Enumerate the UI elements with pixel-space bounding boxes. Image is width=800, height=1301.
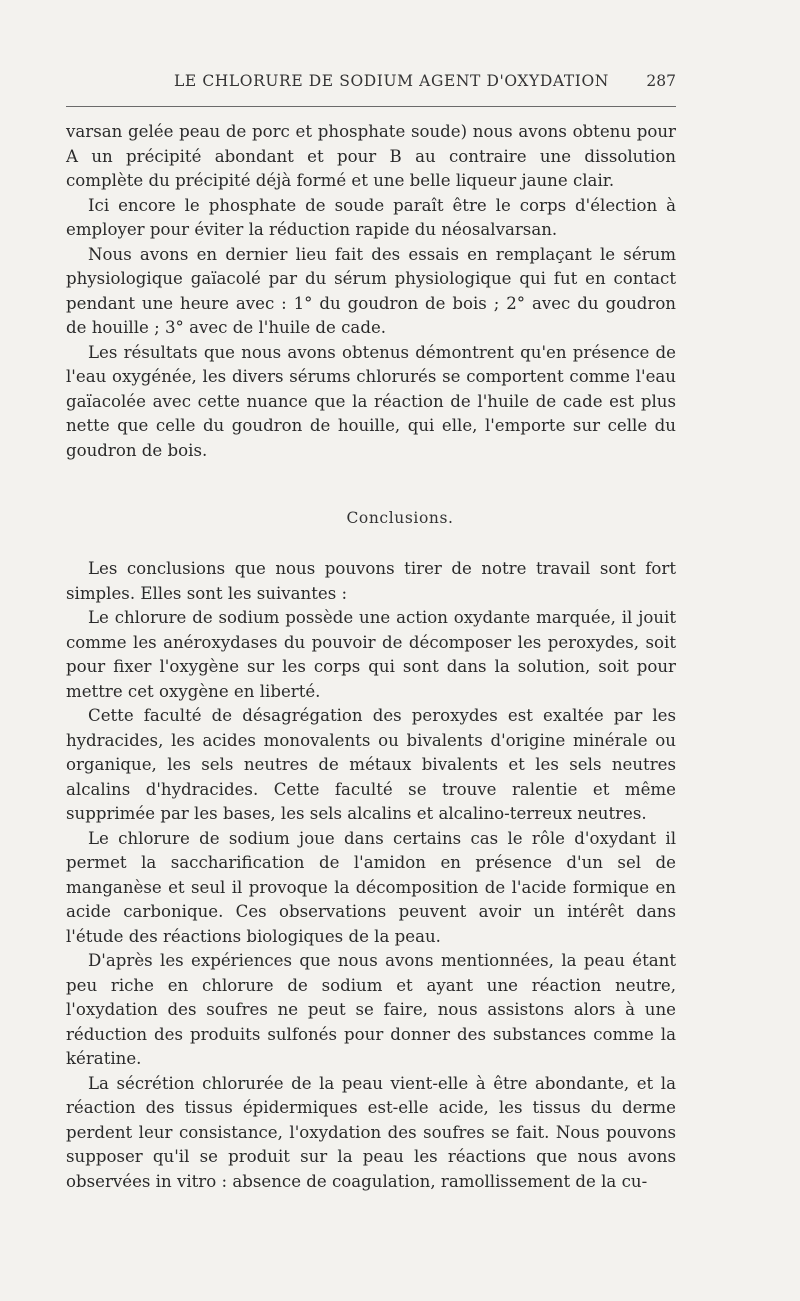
paragraph: Le chlorure de sodium possède une action oxydante marquée, il jouit comme les anéroxydases du pouvoir de décomposer les peroxydes, soit pour fixer l'oxygène sur les corps qui sont dans la solution, soit pour mettre cet oxygène en liberté. [66, 608, 676, 701]
body-text-conclusions [66, 557, 676, 1194]
paragraph: La sécrétion chlorurée de la peau vient-elle à être abondante, et la réaction des tissus épidermiques est-elle acide, les tissus du derme perdent leur consistance, l'oxydation des soufres se fait. Nous pouvons supposer qu'il se produit sur la peau les réactions que nous avons observées in vitro : absence de coagulation, ramollissement de la cu- [66, 1073, 676, 1191]
paragraph: Les conclusions que nous pouvons tirer de notre travail sont fort simples. Elles sont les suivantes : [66, 559, 676, 603]
running-title: LE CHLORURE DE SODIUM AGENT D'OXYDATION [174, 72, 609, 90]
body-text-top [66, 120, 676, 463]
paragraph: Nous avons en dernier lieu fait des essais en remplaçant le sérum physiologique gaïacolé par du sérum physiologique qui fut en contact pendant une heure avec : 1° du goudron de bois ; 2° avec du goudron de houille ; 3° avec de l'huile de cade. [66, 244, 676, 337]
page-header [66, 72, 676, 98]
paragraph: D'après les expériences que nous avons mentionnées, la peau étant peu riche en chlorure de sodium et ayant une réaction neutre, l'oxydation des soufres ne peut se faire, nous assistons alors à une réduction des produits sulfonés pour donner des substances comme la kératine. [66, 951, 676, 1068]
header-rule [66, 106, 676, 107]
paragraph: Ici encore le phosphate de soude paraît être le corps d'élection à employer pour éviter la réduction rapide du néosalvarsan. [66, 195, 676, 239]
page-number: 287 [646, 72, 676, 90]
paragraph: Cette faculté de désagrégation des peroxydes est exaltée par les hydracides, les acides monovalents ou bivalents d'origine minérale ou organique, les sels neutres de métaux bivalents et les sels neutres alcalins d'hydracides. Cette faculté se trouve ralentie et même supprimée par les bases, les sels alcalins et alcalino-terreux neutres. [66, 706, 676, 823]
paragraph: Les résultats que nous avons obtenus démontrent qu'en présence de l'eau oxygénée, les divers sérums chlorurés se comportent comme l'eau gaïacolée avec cette nuance que la réaction de l'huile de cade est plus nette que celle du goudron de houille, qui elle, l'emporte sur celle du goudron de bois. [66, 342, 676, 460]
section-heading: Conclusions. [346, 509, 454, 527]
paragraph: varsan gelée peau de porc et phosphate soude) nous avons obtenu pour A un précipité abondant et pour B au contraire une dissolution complète du précipité déjà formé et une belle liqueur jaune clair. [66, 122, 676, 190]
paragraph: Le chlorure de sodium joue dans certains cas le rôle d'oxydant il permet la saccharification de l'amidon en présence d'un sel de manganèse et seul il provoque la décomposition de l'acide formique en acide carbonique. Ces observations peuvent avoir un intérêt dans l'étude des réactions biologiques de la peau. [66, 828, 676, 946]
